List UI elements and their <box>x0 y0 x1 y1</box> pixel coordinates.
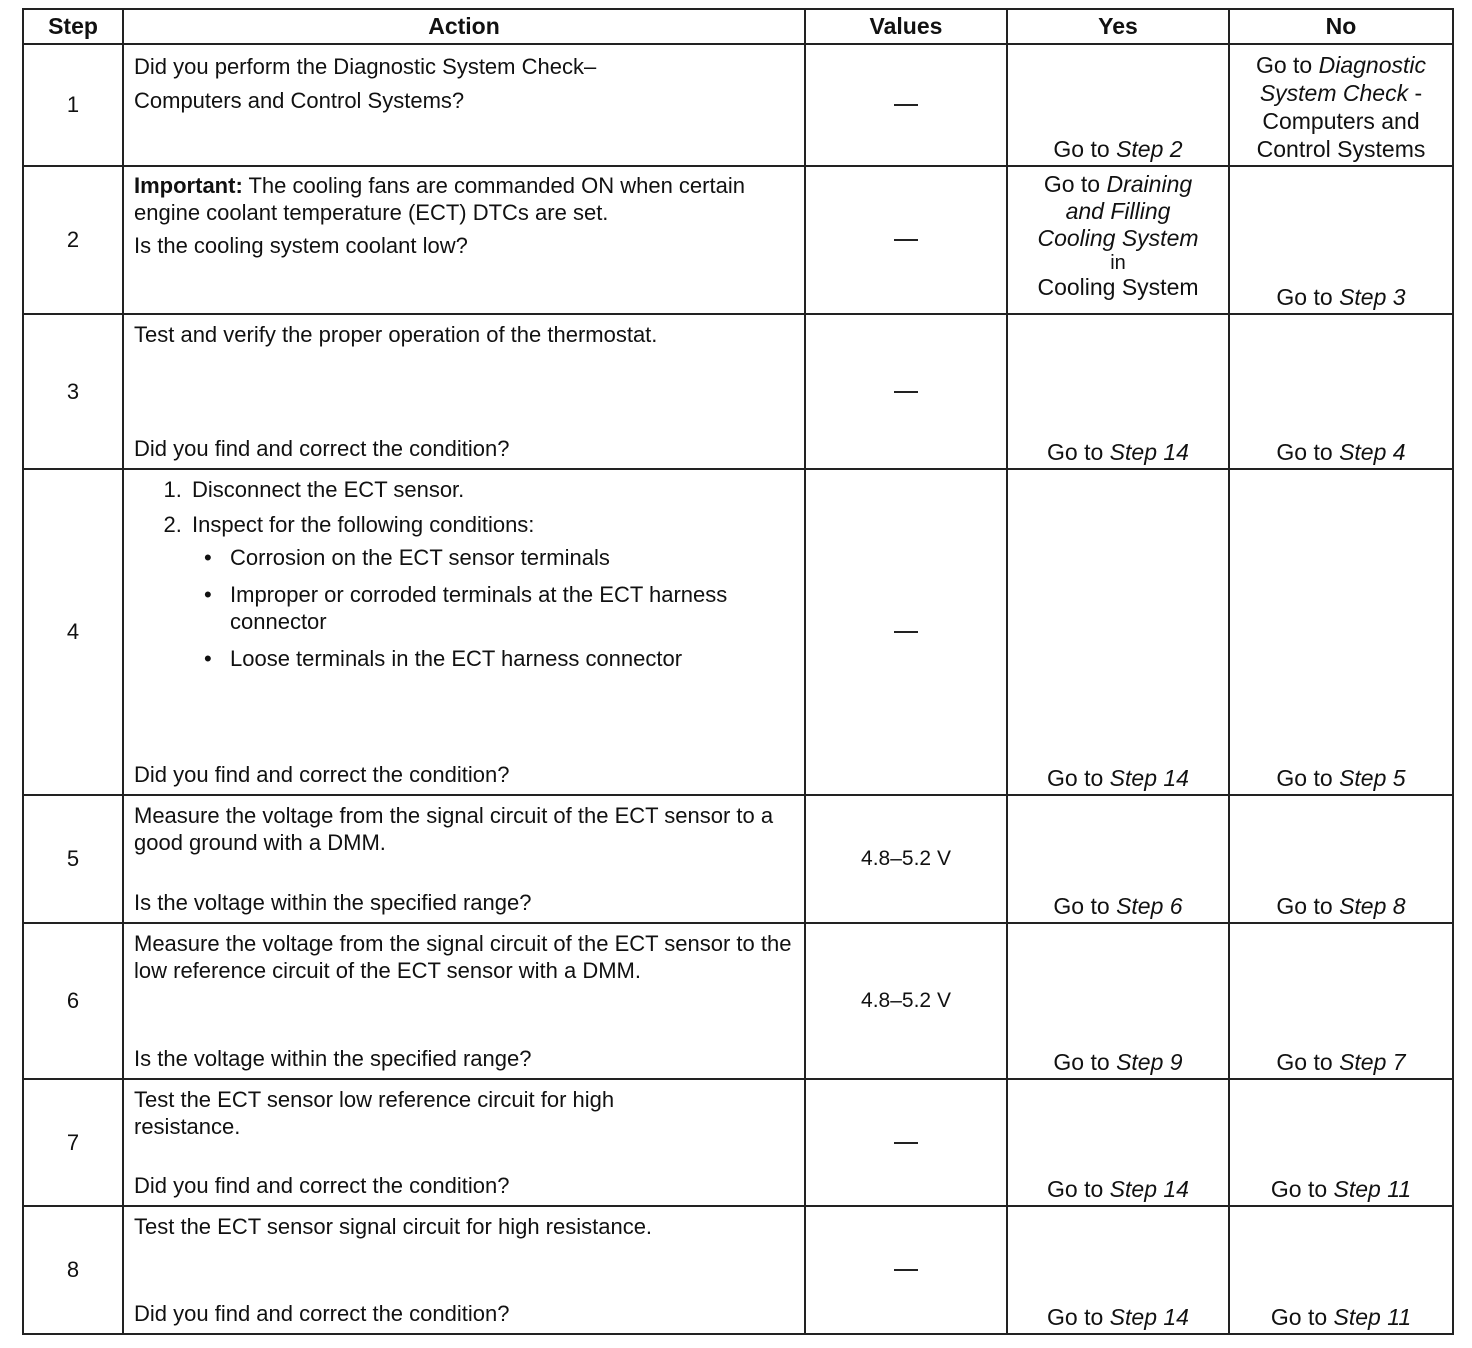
table-row <box>23 314 1453 469</box>
go-to-text: Go to <box>1043 171 1101 197</box>
table-row <box>23 44 1453 166</box>
go-to-text: Go to <box>1053 136 1110 162</box>
no-cell <box>1229 44 1453 166</box>
values-cell <box>805 314 1007 469</box>
important-label: Important: <box>134 173 243 198</box>
no-link[interactable]: Step 11 <box>1333 1304 1412 1330</box>
action-cell <box>123 1079 805 1206</box>
no-link[interactable]: Step 5 <box>1339 765 1406 791</box>
question-text: Is the voltage within the specified range? <box>134 1046 532 1071</box>
go-to-text: Go to <box>1053 893 1110 919</box>
step-number: 2 <box>23 166 123 314</box>
header-yes: Yes <box>1007 9 1229 44</box>
dash-mark <box>894 1269 918 1271</box>
yes-link[interactable]: Step 14 <box>1109 765 1189 791</box>
diagnostic-table <box>22 8 1454 1335</box>
list-item-text: Inspect for the following conditions: <box>192 512 535 537</box>
action-cell <box>123 1206 805 1334</box>
yes-link[interactable]: and Filling <box>1065 198 1171 224</box>
values-cell: 4.8–5.2 V <box>805 795 1007 923</box>
yes-link[interactable]: Draining <box>1106 171 1193 197</box>
question-text: Is the voltage within the specified range? <box>134 890 532 915</box>
action-text: Did you perform the Diagnostic System Check– <box>134 54 597 79</box>
dash-mark <box>894 391 918 393</box>
action-cell <box>123 923 805 1079</box>
yes-link[interactable]: Step 14 <box>1109 1176 1189 1202</box>
no-cell <box>1229 1206 1453 1334</box>
values-cell <box>805 469 1007 795</box>
no-link-dash: - <box>1408 80 1423 106</box>
instruction-text: Measure the voltage from the signal circuit of the ECT sensor to a good ground with a DMM. <box>134 803 774 855</box>
instruction-text: Test and verify the proper operation of the thermostat. <box>134 322 658 347</box>
step-number: 6 <box>23 923 123 1079</box>
yes-cell <box>1007 166 1229 314</box>
action-text: Computers and Control Systems? <box>134 88 465 113</box>
yes-cell <box>1007 795 1229 923</box>
step-number: 8 <box>23 1206 123 1334</box>
yes-cell <box>1007 314 1229 469</box>
question-text: Is the cooling system coolant low? <box>134 233 468 258</box>
no-link[interactable]: Step 3 <box>1339 284 1406 310</box>
header-row <box>23 9 1453 44</box>
action-cell <box>123 314 805 469</box>
yes-cell <box>1007 1079 1229 1206</box>
dash-mark <box>894 631 918 633</box>
no-link[interactable]: Step 8 <box>1339 893 1406 919</box>
yes-cell <box>1007 44 1229 166</box>
dash-mark <box>894 104 918 106</box>
go-to-text: Go to <box>1276 439 1333 465</box>
bullet-item: • Improper or corroded terminals at the ECT harness connector <box>226 581 730 635</box>
no-cell <box>1229 795 1453 923</box>
important-text: The cooling fans are commanded ON when certain engine coolant temperature (ECT) DTCs are set. <box>134 173 745 225</box>
table-row <box>23 1206 1453 1334</box>
go-to-text: Go to <box>1270 1304 1328 1330</box>
yes-link[interactable]: Step 6 <box>1116 893 1183 919</box>
no-link[interactable]: System Check <box>1259 80 1409 106</box>
action-cell <box>123 795 805 923</box>
go-to-text: Go to <box>1047 1176 1104 1202</box>
yes-link[interactable]: Step 14 <box>1109 1304 1189 1330</box>
go-to-text: Go to <box>1270 1176 1328 1202</box>
no-link[interactable]: Step 7 <box>1339 1049 1406 1075</box>
yes-link[interactable]: Cooling System <box>1037 225 1199 251</box>
bullet-item: • Loose terminals in the ECT harness connector <box>226 645 794 672</box>
table-row <box>23 469 1453 795</box>
go-to-text: Go to <box>1276 1049 1333 1075</box>
no-cell <box>1229 469 1453 795</box>
yes-cell <box>1007 923 1229 1079</box>
question-text: Did you find and correct the condition? <box>134 1301 510 1326</box>
no-text: Computers and <box>1262 108 1420 134</box>
question-text: Did you find and correct the condition? <box>134 436 510 461</box>
no-cell <box>1229 314 1453 469</box>
instruction-text: Test the ECT sensor signal circuit for high resistance. <box>134 1214 653 1239</box>
go-to-text: Go to <box>1255 52 1319 78</box>
go-to-text: Go to <box>1276 893 1333 919</box>
yes-link[interactable]: Step 9 <box>1116 1049 1183 1075</box>
table-row <box>23 795 1453 923</box>
header-step: Step <box>23 9 123 44</box>
action-cell <box>123 166 805 314</box>
no-cell <box>1229 166 1453 314</box>
header-values: Values <box>805 9 1007 44</box>
table-row <box>23 1079 1453 1206</box>
step-number: 3 <box>23 314 123 469</box>
bullet-list <box>192 544 794 672</box>
values-cell <box>805 166 1007 314</box>
go-to-text: Go to <box>1276 284 1333 310</box>
no-text: Control Systems <box>1256 136 1426 162</box>
values-cell <box>805 44 1007 166</box>
yes-cell <box>1007 469 1229 795</box>
go-to-text: Go to <box>1276 765 1333 791</box>
in-text: in <box>1110 252 1126 274</box>
no-link[interactable]: Step 4 <box>1339 439 1406 465</box>
instruction-text: Test the ECT sensor low reference circuit for high resistance. <box>134 1087 615 1139</box>
step-number: 4 <box>23 469 123 795</box>
action-cell <box>123 44 805 166</box>
values-cell <box>805 1206 1007 1334</box>
step-number: 1 <box>23 44 123 166</box>
yes-section: Cooling System <box>1037 274 1199 300</box>
instruction-text: Measure the voltage from the signal circuit of the ECT sensor to the low reference circuit of the ECT sensor with a DMM. <box>134 931 792 983</box>
go-to-text: Go to <box>1047 439 1104 465</box>
go-to-text: Go to <box>1053 1049 1110 1075</box>
header-action: Action <box>123 9 805 44</box>
no-link[interactable]: Diagnostic <box>1318 52 1427 78</box>
procedure-list <box>134 476 794 672</box>
list-item <box>188 511 794 672</box>
values-cell <box>805 1079 1007 1206</box>
no-cell <box>1229 923 1453 1079</box>
action-cell <box>123 469 805 795</box>
values-cell: 4.8–5.2 V <box>805 923 1007 1079</box>
go-to-text: Go to <box>1047 1304 1104 1330</box>
no-cell <box>1229 1079 1453 1206</box>
yes-link[interactable]: Step 14 <box>1109 439 1189 465</box>
header-no: No <box>1229 9 1453 44</box>
step-number: 7 <box>23 1079 123 1206</box>
important-note <box>134 172 794 226</box>
yes-cell <box>1007 1206 1229 1334</box>
go-to-text: Go to <box>1047 765 1104 791</box>
table-row <box>23 166 1453 314</box>
dash-mark <box>894 239 918 241</box>
no-link[interactable]: Step 11 <box>1333 1176 1412 1202</box>
yes-link[interactable]: Step 2 <box>1116 136 1183 162</box>
step-number: 5 <box>23 795 123 923</box>
bullet-item: • Corrosion on the ECT sensor terminals <box>226 544 794 571</box>
dash-mark <box>894 1142 918 1144</box>
question-text: Did you find and correct the condition? <box>134 762 510 787</box>
question-text: Did you find and correct the condition? <box>134 1173 510 1198</box>
table-row <box>23 923 1453 1079</box>
list-item: 1. Disconnect the ECT sensor. <box>188 476 794 503</box>
